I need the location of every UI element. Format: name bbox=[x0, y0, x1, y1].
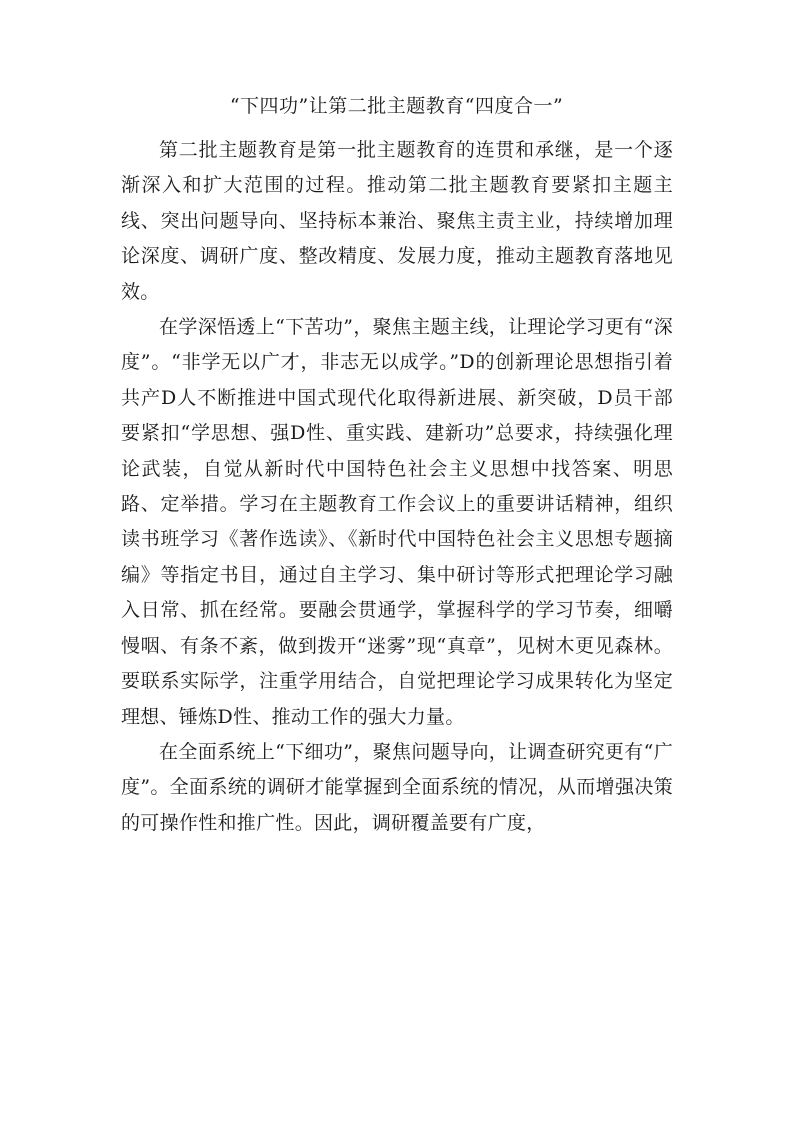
paragraph-theory-study: 在学深悟透上“下苦功”，聚焦主题主线，让理论学习更有“深度”。“非学无以广才，非志无以成学。”D的创新理论思想指引着共产D人不断推进中国式现代化取得新进展、新突破，D员干部要紧扣“学思想、强D性、重实践、建新功”总要求，持续强化理论武装，自觉从新时代中国特色社会主义思想中找答案、明思路、定举措。学习在主题教育工作会议上的重要讲话精神，组织读书班学习《著作选读》、《新时代中国特色社会主义思想专题摘编》等指定书目，通过自主学习、集中研讨等形式把理论学习融入日常、抓在经常。要融会贯通学，掌握科学的学习节奏，细嚼慢咽、有条不紊，做到拨开“迷雾”现“真章”，见树木更见森林。要联系实际学，注重学用结合，自觉把理论学习成果转化为坚定理想、锤炼D性、推动工作的强大力量。 bbox=[121, 316, 673, 728]
document-body bbox=[121, 133, 673, 841]
paragraph-intro: 第二批主题教育是第一批主题教育的连贯和承继，是一个逐渐深入和扩大范围的过程。推动第二批主题教育要紧扣主题主线、突出问题导向、坚持标本兼治、聚焦主责主业，持续增加理论深度、调研广度、整改精度、发展力度，推动主题教育落地见效。 bbox=[121, 139, 673, 303]
paragraph-research: 在全面系统上“下细功”，聚焦问题导向，让调查研究更有“广度”。全面系统的调研才能掌握到全面系统的情况，从而增强决策的可操作性和推广性。因此，调研覆盖要有广度， bbox=[121, 740, 673, 834]
document-title: “下四功”让第二批主题教育“四度合一” bbox=[229, 95, 564, 117]
